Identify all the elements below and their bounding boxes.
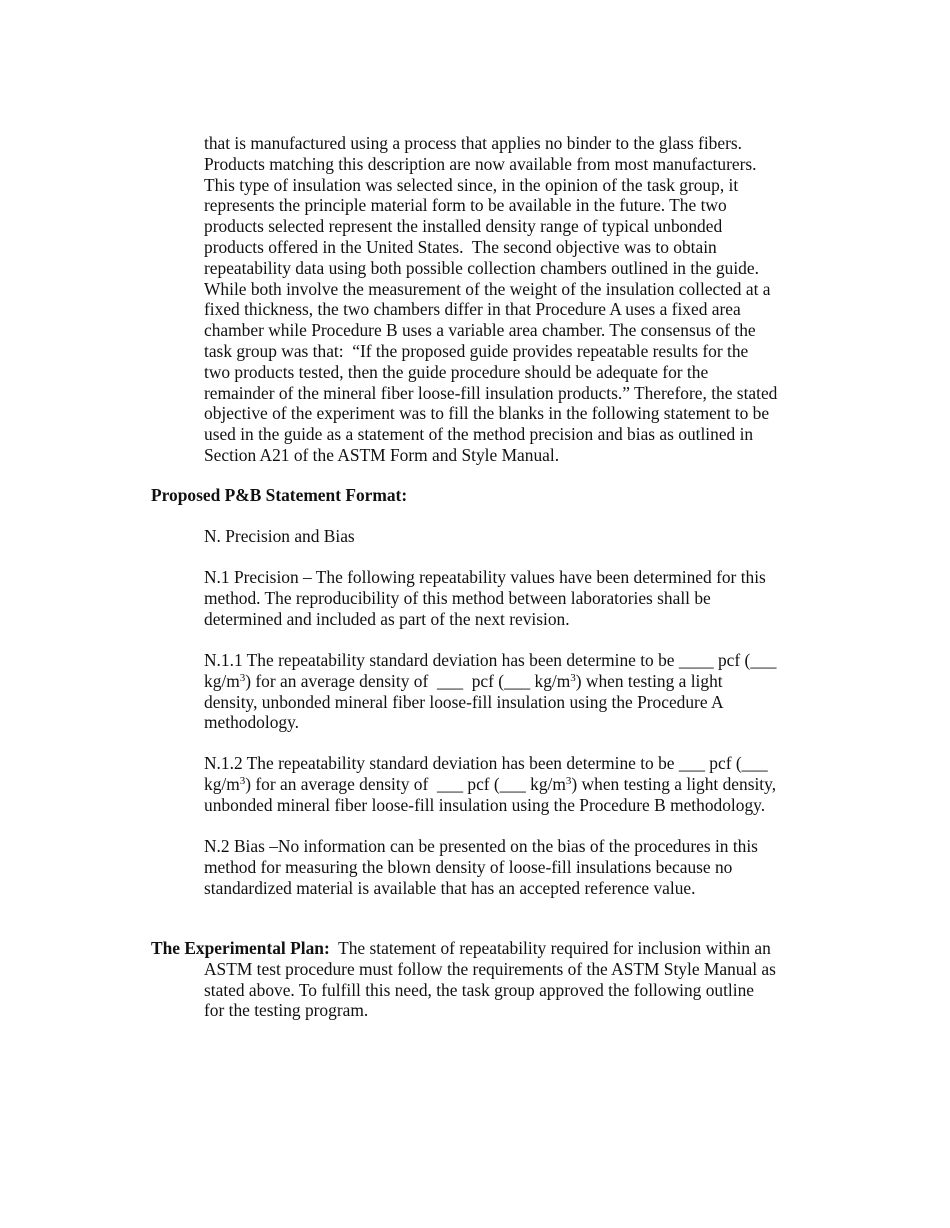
intro-line: products selected represent the installed density range of typical unbonded — [204, 216, 723, 237]
procedure-a-line: N.1.1 The repeatability standard deviation has been determine to be ____ pcf (___ — [204, 650, 777, 670]
density-text: ) for an average density of ___ pcf (___ kg/m — [245, 670, 571, 691]
intro-line: two products tested, then the guide procedure should be adequate for the — [204, 361, 709, 382]
procedure-a-paragraph — [204, 650, 804, 733]
precision-line: method. The reproducibility of this method between laboratories shall be — [204, 587, 711, 608]
intro-line: This type of insulation was selected since, in the opinion of the task group, it — [204, 174, 739, 195]
intro-paragraph — [204, 133, 804, 466]
plan-line: for the testing program. — [204, 1000, 369, 1021]
procedure-a-line — [204, 671, 804, 692]
intro-line: While both involve the measurement of the weight of the insulation collected at a — [204, 278, 771, 299]
intro-line: objective of the experiment was to fill the blanks in the following statement to be — [204, 403, 770, 424]
pb-statement-heading: Proposed P&B Statement Format: — [151, 485, 408, 505]
superscript: 3 — [565, 774, 572, 787]
experimental-plan-paragraph — [151, 938, 811, 1021]
testing-text: ) when testing a light density, — [571, 773, 777, 794]
plan-text: The statement of repeatability required for inclusion within an — [329, 938, 771, 958]
testing-text: ) when testing a light — [575, 670, 723, 691]
unit-text: kg/m — [204, 670, 240, 691]
intro-line: fixed thickness, the two chambers differ in that Procedure A uses a fixed area — [204, 299, 741, 320]
unit-text: kg/m — [204, 773, 240, 794]
intro-line: products offered in the United States. The second objective was to obtain — [204, 236, 717, 257]
plan-first-line — [151, 938, 811, 959]
precision-line: determined and included as part of the next revision. — [204, 608, 570, 629]
superscript: 3 — [239, 774, 246, 787]
bias-paragraph — [204, 836, 804, 898]
intro-line: remainder of the mineral fiber loose-fill insulation products.” Therefore, the stated — [204, 382, 778, 403]
intro-line: represents the principle material form to be available in the future. The two — [204, 195, 727, 216]
plan-line: stated above. To fulfill this need, the task group approved the following outline — [204, 979, 755, 1000]
intro-line: chamber while Procedure B uses a variable area chamber. The consensus of the — [204, 320, 756, 341]
precision-bias-title: N. Precision and Bias — [204, 526, 355, 546]
density-text: ) for an average density of ___ pcf (___ kg/m — [245, 773, 566, 794]
superscript: 3 — [239, 671, 246, 684]
procedure-b-line: unbonded mineral fiber loose-fill insulation using the Procedure B methodology. — [204, 794, 766, 815]
bias-line: method for measuring the blown density of loose-fill insulations because no — [204, 856, 733, 877]
procedure-a-line: methodology. — [204, 712, 299, 733]
precision-line: N.1 Precision – The following repeatability values have been determined for this — [204, 567, 766, 587]
intro-line: repeatability data using both possible collection chambers outlined in the guide. — [204, 257, 759, 278]
experimental-plan-heading: The Experimental Plan: — [151, 938, 330, 958]
procedure-b-line: N.1.2 The repeatability standard deviation has been determine to be ___ pcf (___ — [204, 753, 768, 773]
superscript: 3 — [570, 671, 576, 684]
intro-line: that is manufactured using a process that applies no binder to the glass fibers. — [204, 133, 743, 153]
bias-line: standardized material is available that has an accepted reference value. — [204, 877, 696, 898]
intro-line: Section A21 of the ASTM Form and Style Manual. — [204, 444, 560, 465]
procedure-b-line — [204, 774, 804, 795]
intro-line: used in the guide as a statement of the method precision and bias as outlined in — [204, 424, 754, 445]
intro-line: task group was that: “If the proposed guide provides repeatable results for the — [204, 340, 749, 361]
procedure-a-line: density, unbonded mineral fiber loose-fill insulation using the Procedure A — [204, 691, 724, 712]
procedure-b-paragraph — [204, 753, 804, 815]
plan-line: ASTM test procedure must follow the requirements of the ASTM Style Manual as — [204, 958, 776, 979]
precision-paragraph — [204, 567, 804, 629]
bias-line: N.2 Bias –No information can be presented on the bias of the procedures in this — [204, 836, 758, 856]
intro-line: Products matching this description are now available from most manufacturers. — [204, 153, 757, 174]
